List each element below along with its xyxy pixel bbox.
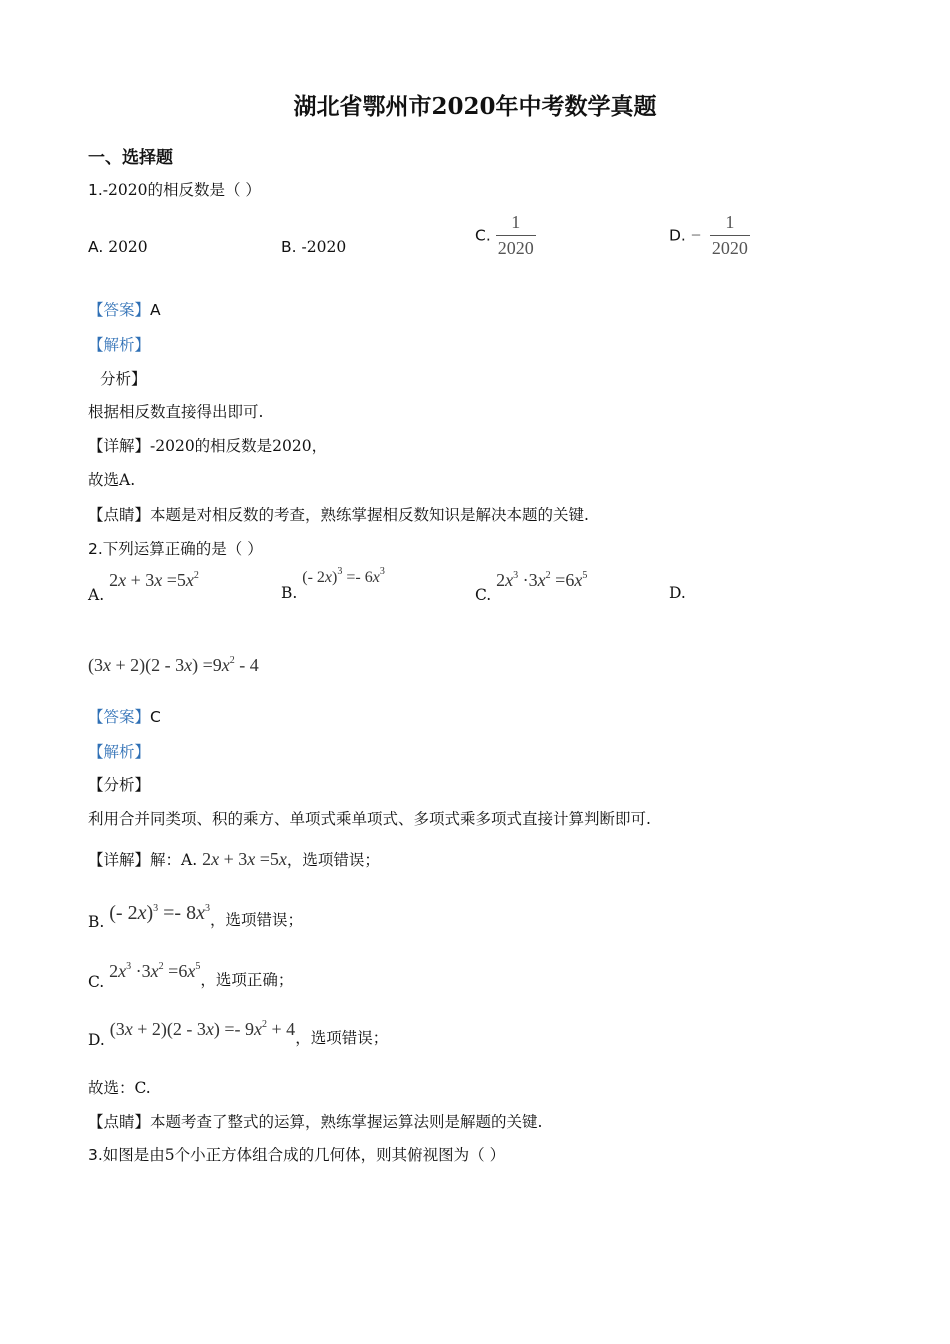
math-expression: $2x + 3x =5x^2$ — [109, 570, 199, 590]
q1-option-b: B. -2020 — [281, 238, 347, 256]
q2-fenxi: 【分析】 — [88, 776, 151, 794]
fraction: $\frac{1}{2020}$ — [497, 212, 534, 258]
q1-analysis-tag: 【解析】 — [88, 336, 151, 354]
page-title: 湖北省鄂州市2020年中考数学真题 — [293, 93, 657, 120]
q2-option-a: A. $2x + 3x =5x^2$ — [88, 570, 199, 604]
q2-option-c: C. $2x^3 \cdot 3x^2 =6x^5$ — [475, 570, 588, 604]
question-2-stem: 2.下列运算正确的是（ ） — [88, 540, 263, 558]
q1-choose: 故选A. — [88, 471, 136, 489]
fraction: $\frac{1}{2020}$ — [711, 212, 748, 258]
q1-fenxi-text: 根据相反数直接得出即可. — [88, 403, 264, 421]
q1-comment: 【点睛】本题是对相反数的考查，熟练掌握相反数知识是解决本题的关键. — [88, 506, 589, 524]
q2-answer: 【答案】C — [88, 708, 161, 726]
math-expression: $(3x + 2)(2 - 3x) =- 9x^2 + 4$ — [109, 1019, 296, 1039]
question-number: 1. — [88, 181, 103, 199]
q2-analysis-tag: 【解析】 — [88, 743, 151, 761]
q1-option-c: C. $\frac{1}{2020}$ — [475, 212, 534, 258]
question-number: 2. — [88, 540, 103, 558]
question-1-stem: 1.-2020的相反数是（ ） — [88, 181, 261, 199]
q2-comment: 【点睛】本题考查了整式的运算，熟练掌握运算法则是解题的关键. — [88, 1113, 543, 1131]
q1-option-d: D. − $\frac{1}{2020}$ — [669, 212, 748, 258]
math-expression: 2x + 3x =5x — [202, 849, 287, 869]
question-number: 3. — [88, 1146, 103, 1164]
q1-fenxi: 分析】 — [100, 370, 147, 388]
question-3-stem: 3.如图是由5个小正方体组合成的几何体，则其俯视图为（ ） — [88, 1146, 506, 1164]
math-expression: $2x^3 \cdot 3x^2 =6x^5$ — [496, 570, 588, 590]
section-heading: 一、选择题 — [88, 148, 173, 168]
q2-option-b: B. (- $2x)^3 =- 6x^3$ — [281, 566, 385, 602]
q1-answer: 【答案】A — [88, 301, 161, 319]
q1-option-a: A. 2020 — [88, 238, 148, 256]
q2-detail-d: D. $(3x + 2)(2 - 3x) =- 9x^2 + 4$，选项错误； — [88, 1019, 389, 1049]
q2-option-d: D. — [669, 584, 686, 602]
math-expression: (- $2x)^3 =- 8x^3$ — [109, 902, 210, 924]
q2-detail-c: C. $2x^3 \cdot 3x^2 =6x^5$，选项正确； — [88, 961, 294, 991]
q2-fenxi-text: 利用合并同类项、积的乘方、单项式乘单项式、多项式乘多项式直接计算判断即可. — [88, 810, 651, 828]
q2-option-d-expression: $(3x + 2)(2 - 3x) =9x^2 - 4$ — [88, 655, 259, 675]
q2-detail-b: B. (- $2x)^3 =- 8x^3$，选项错误； — [88, 902, 304, 931]
q2-choose: 故选：C. — [88, 1079, 151, 1097]
q1-detail: 【详解】-2020的相反数是2020， — [88, 437, 328, 455]
math-expression: $2x^3 \cdot 3x^2 =6x^5$ — [109, 961, 201, 981]
q2-detail-a: 【详解】解：A. 2x + 3x =5x，选项错误； — [88, 849, 380, 869]
math-expression: (- $2x)^3 =- 6x^3$ — [302, 566, 385, 586]
